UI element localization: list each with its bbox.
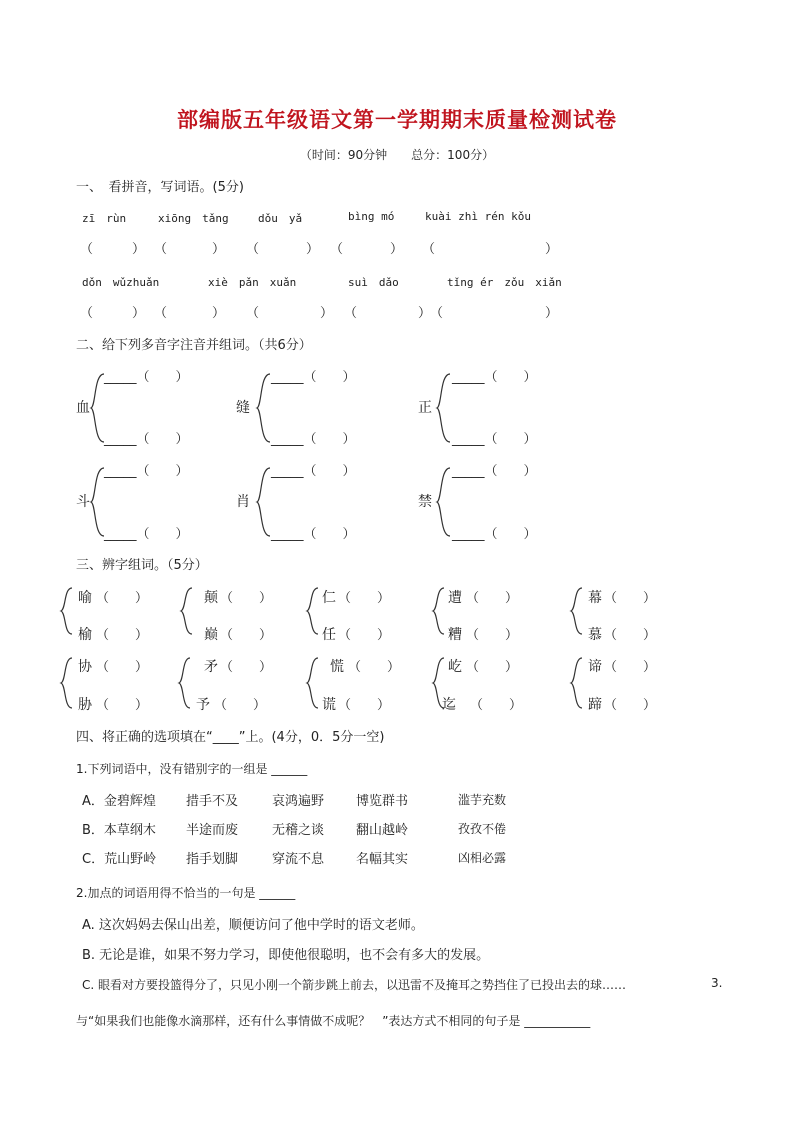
question-3-number: 3. [711,976,723,990]
char-pair-bottom: 蹄 [588,697,602,713]
char-pair-top: 协 [78,659,92,675]
char-pair-bottom: 慕 [588,627,602,643]
section-3-heading: 三、辨字组词。（5分） [76,558,208,573]
option-word: 滥芋充数 [458,793,507,807]
paren-open: （ [154,242,168,257]
answer-blank[interactable]: _____（ ） [452,432,537,447]
char-pair-bottom: 予 [196,697,210,713]
question-2: 2.加点的词语用得不恰当的一句是 ______ [76,886,296,900]
brace-icon [256,466,272,538]
answer-blank[interactable]: _____（ ） [271,464,356,479]
polyphone-char: 缝 [236,400,250,416]
char-pair-top: 谛 [588,659,602,675]
brace-icon [570,586,584,636]
brace-icon [570,656,584,710]
paren-open: （ [80,242,94,257]
answer-paren[interactable]: （ ） [348,660,401,675]
polyphone-char: 斗 [76,494,90,510]
option-word: 博览群书 [356,794,409,809]
answer-paren[interactable]: （ ） [214,698,267,713]
brace-icon [436,466,452,538]
pinyin-1: zī rùn [82,212,127,225]
section-4-heading: 四、将正确的选项填在“____”上。(4分，0．5分一空) [76,730,385,745]
brace-icon [180,586,194,636]
brace-icon [60,586,74,636]
paren-close: ） [212,242,226,257]
option-word: 穿流不息 [272,852,325,867]
option-word: 半途而废 [186,823,239,838]
paren-open: （ [154,306,168,321]
pinyin-8: suì dǎo [348,276,399,289]
option-word: 指手划脚 [186,852,239,867]
pinyin-2: xiōng tǎng [158,212,229,225]
char-pair-top: 遭 [448,590,462,606]
char-pair-bottom: 巅 [204,627,218,643]
brace-icon [432,586,446,636]
option-word: 孜孜不倦 [458,822,507,836]
pinyin-5: kuài zhì rén kǒu [425,210,531,223]
char-pair-top: 慌 [330,659,344,675]
answer-paren[interactable]: （ ） [96,698,149,713]
answer-paren[interactable]: （ ） [604,591,657,606]
option-word: 无稽之谈 [272,823,325,838]
char-pair-top: 仁 [322,590,336,606]
brace-icon [178,656,192,710]
char-pair-top: 屹 [448,659,462,675]
answer-paren[interactable]: （ ） [604,628,657,643]
char-pair-bottom: 榆 [78,627,92,643]
page-title: 部编版五年级语文第一学期期末质量检测试卷 [177,108,617,132]
option-word: 哀鸿遍野 [272,794,325,809]
answer-blank[interactable]: _____（ ） [271,432,356,447]
answer-blank[interactable]: _____（ ） [452,464,537,479]
answer-paren[interactable]: （ ） [338,698,391,713]
paren-close: ） [320,306,334,321]
answer-blank[interactable]: _____（ ） [452,527,537,542]
paren-close: ） [132,242,146,257]
answer-paren[interactable]: （ ） [220,628,273,643]
paren-open: （ [246,242,260,257]
question-1: 1.下列词语中，没有错别字的一组是 ______ [76,762,308,776]
paren-close: ） [212,306,226,321]
answer-blank[interactable]: _____（ ） [452,370,537,385]
brace-icon [256,372,272,444]
brace-icon [306,656,320,710]
paren-open: （ [330,242,344,257]
char-pair-top: 颠 [204,590,218,606]
answer-blank[interactable]: _____（ ） [104,370,189,385]
pinyin-6: dǒn wǔzhuǎn [82,276,160,289]
answer-blank[interactable]: _____（ ） [104,432,189,447]
q2-option-c[interactable]: C. 眼看对方要投篮得分了，只见小刚一个箭步跳上前去，以迅雷不及掩耳之势挡住了已投出去的球…… [82,978,627,992]
paren-close: ） [545,306,559,321]
answer-paren[interactable]: （ ） [96,628,149,643]
answer-paren[interactable]: （ ） [470,698,523,713]
answer-paren[interactable]: （ ） [220,660,273,675]
q2-option-a[interactable]: A. 这次妈妈去保山出差，顺便访问了他中学时的语文老师。 [82,918,424,933]
brace-icon [60,656,74,710]
option-word: A．金碧辉煌 [82,794,156,809]
paren-open: （ [430,306,444,321]
paren-close: ） [418,306,432,321]
polyphone-char: 禁 [418,494,432,510]
char-pair-top: 喻 [78,590,92,606]
pinyin-9: tǐng ér zǒu xiǎn [447,276,562,289]
char-pair-bottom: 糟 [448,627,462,643]
paren-close: ） [545,242,559,257]
answer-paren[interactable]: （ ） [338,628,391,643]
option-word: 名幅其实 [356,852,409,867]
paren-open: （ [422,242,436,257]
brace-icon [436,372,452,444]
answer-paren[interactable]: （ ） [466,591,519,606]
answer-paren[interactable]: （ ） [220,591,273,606]
option-word: 凶相必露 [458,851,507,865]
answer-paren[interactable]: （ ） [96,660,149,675]
option-word: 措手不及 [186,794,239,809]
polyphone-char: 肖 [236,494,250,510]
char-pair-top: 矛 [204,659,218,675]
option-word: 翻山越岭 [356,823,409,838]
paren-close: ） [390,242,404,257]
question-3: 与“如果我们也能像水滴那样，还有什么事情做不成呢？ ”表达方式不相同的句子是 ___________ [76,1014,591,1028]
brace-icon [306,586,320,636]
char-pair-top: 幕 [588,590,602,606]
answer-paren[interactable]: （ ） [96,591,149,606]
answer-paren[interactable]: （ ） [466,660,519,675]
paren-open: （ [344,306,358,321]
char-pair-bottom: 迄 [442,697,456,713]
exam-info: （时间：90分钟 总分：100分） [299,148,495,162]
paren-close: ） [306,242,320,257]
section-2-heading: 二、给下列多音字注音并组词。（共6分） [76,338,312,353]
paren-open: （ [246,306,260,321]
option-word: C．荒山野岭 [82,852,157,867]
answer-paren[interactable]: （ ） [466,628,519,643]
pinyin-3: dǒu yǎ [258,212,303,225]
pinyin-4: bìng mó [348,210,395,223]
polyphone-char: 血 [76,400,90,416]
section-1-heading: 一、 看拼音，写词语。(5分) [76,180,244,195]
paren-open: （ [80,306,94,321]
paren-close: ） [132,306,146,321]
char-pair-bottom: 任 [322,627,336,643]
answer-blank[interactable]: _____（ ） [271,527,356,542]
q2-option-b[interactable]: B. 无论是谁，如果不努力学习，即使他很聪明，也不会有多大的发展。 [82,948,490,963]
char-pair-bottom: 胁 [78,697,92,713]
answer-blank[interactable]: _____（ ） [104,527,189,542]
char-pair-bottom: 谎 [322,697,336,713]
polyphone-char: 正 [418,400,432,416]
pinyin-7: xiè pǎn xuǎn [208,276,297,289]
answer-blank[interactable]: _____（ ） [104,464,189,479]
answer-paren[interactable]: （ ） [338,591,391,606]
answer-paren[interactable]: （ ） [604,698,657,713]
option-word: B．本草纲木 [82,823,156,838]
answer-blank[interactable]: _____（ ） [271,370,356,385]
answer-paren[interactable]: （ ） [604,660,657,675]
